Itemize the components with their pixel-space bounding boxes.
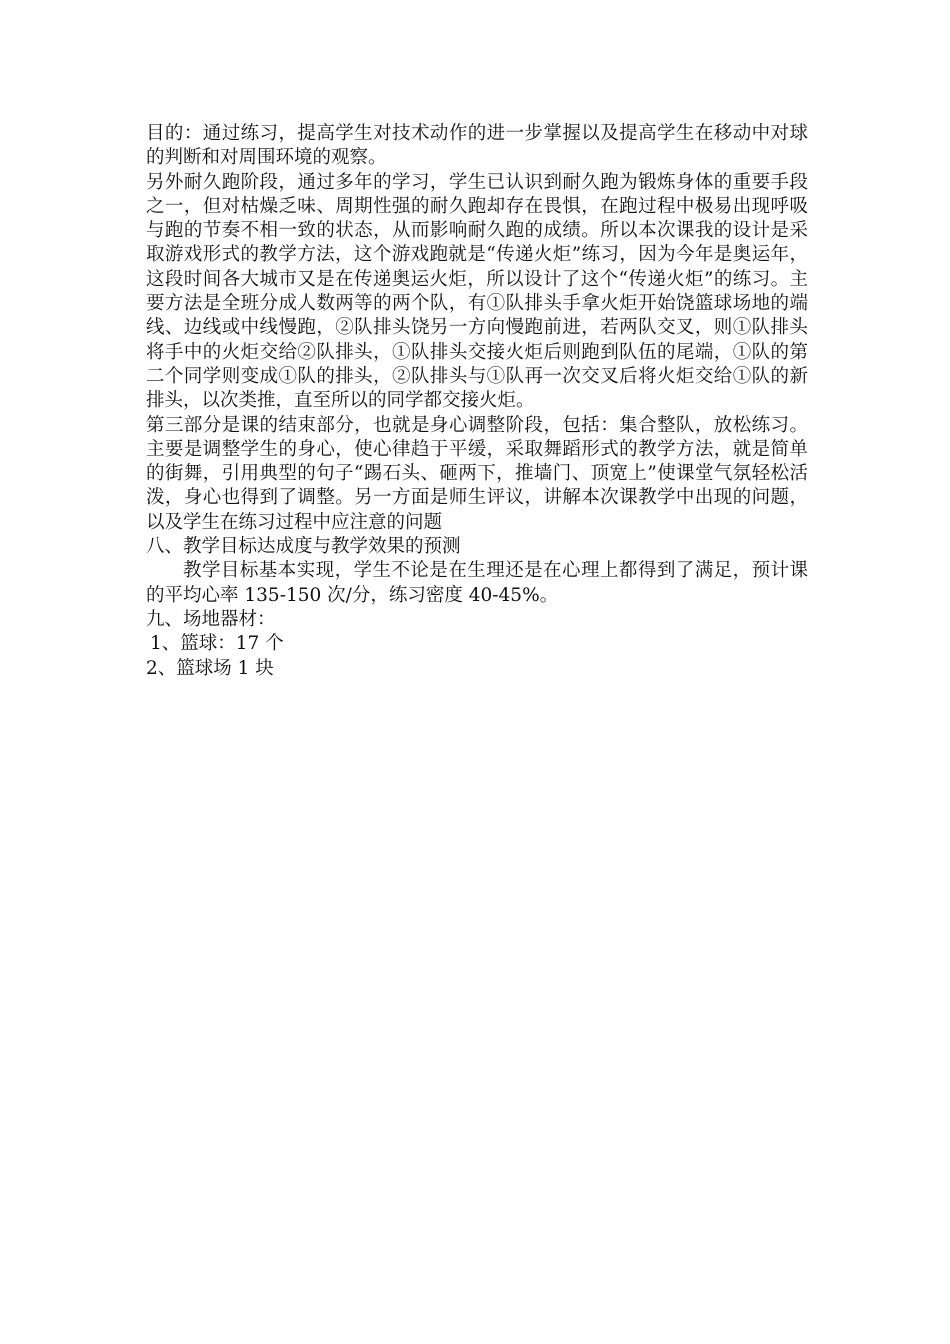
section-heading-nine: 九、场地器材： xyxy=(146,608,276,630)
equipment-item-basketball: 1、篮球：17 个 xyxy=(150,633,284,655)
section-heading-eight: 八、教学目标达成度与教学效果的预测 xyxy=(146,536,461,558)
paragraph-part-three: 第三部分是课的结束部分，也就是身心调整阶段，包括：集合整队，放松练习。主要是调整学生的身心，使心律趋于平缓，采取舞蹈形式的教学方法，就是简单的街舞，引用典型的句子“踢石头、砸两下，推墙门、顶宽上”使课堂气氛轻松活泼，身心也得到了调整。另一方面是师生评议，讲解本次课教学中出现的问题，以及学生在练习过程中应注意的问题 xyxy=(146,414,808,533)
equipment-item-court: 2、篮球场 1 块 xyxy=(146,657,274,679)
paragraph-objective-prediction: 教学目标基本实现，学生不论是在生理还是在心理上都得到了满足，预计课的平均心率 135-150 次/分，练习密度 40-45%。 xyxy=(146,560,808,606)
document-body xyxy=(146,122,808,681)
paragraph-purpose: 目的：通过练习，提高学生对技术动作的进一步掌握以及提高学生在移动中对球的判断和对周围环境的观察。 xyxy=(146,123,808,169)
paragraph-endurance-run: 另外耐久跑阶段，通过多年的学习，学生已认识到耐久跑为锻炼身体的重要手段之一，但对枯燥乏味、周期性强的耐久跑却存在畏惧，在跑过程中极易出现呼吸与跑的节奏不相一致的状态，从而影响耐久跑的成绩。所以本次课我的设计是采取游戏形式的教学方法，这个游戏跑就是“传递火炬”练习，因为今年是奥运年，这段时间各大城市又是在传递奥运火炬，所以设计了这个“传递火炬”的练习。主要方法是全班分成人数两等的两个队，有①队排头手拿火炬开始饶篮球场地的端线、边线或中线慢跑，②队排头饶另一方向慢跑前进，若两队交叉，则①队排头将手中的火炬交给②队排头，①队排头交接火炬后则跑到队伍的尾端，①队的第二个同学则变成①队的排头，②队排头与①队再一次交叉后将火炬交给①队的新排头，以次类推，直至所以的同学都交接火炬。 xyxy=(146,171,808,412)
